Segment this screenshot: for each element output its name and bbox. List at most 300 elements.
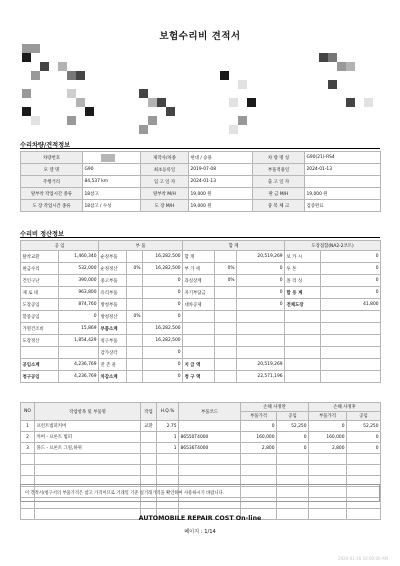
value-cell: [83, 164, 141, 176]
cost-value: 0: [177, 314, 181, 319]
redaction-pixel: [67, 116, 76, 125]
part-cell: [157, 454, 179, 465]
redaction-pixel: [67, 71, 76, 80]
cost-cell: [183, 335, 215, 347]
cost-label: 유리부품: [100, 290, 118, 296]
cost-cell: [127, 263, 143, 275]
field-value: 검증완료: [306, 203, 324, 209]
cost-cell: [237, 251, 285, 263]
label-cell: [253, 164, 305, 176]
redaction-pixel: [328, 53, 337, 62]
cost-cell: [21, 347, 59, 359]
part-field: 1: [26, 423, 29, 429]
cost-cell: [215, 311, 237, 323]
cost-cell: [59, 275, 99, 287]
cost-cell: [321, 299, 381, 311]
label-cell: [21, 152, 83, 164]
cost-label: 부 가 세: [184, 266, 201, 272]
redaction-pixel: [346, 98, 355, 107]
part-field: 1: [173, 434, 177, 440]
section-divider: [20, 148, 380, 149]
footer-brand: AUTOMOBILE REPAIR COST On-line: [138, 515, 262, 522]
cost-cell: [321, 275, 381, 287]
part-field: 160,000: [256, 434, 275, 440]
print-timestamp: 2024-01-16 10:00:00 AM: [338, 556, 388, 561]
cost-label: 청구공임: [22, 374, 40, 380]
cost-value: 0: [279, 302, 283, 307]
cost-cell: [127, 335, 143, 347]
part-cell: [347, 465, 381, 476]
redaction-pixel: [364, 98, 373, 107]
cost-cell: [215, 335, 237, 347]
part-field: 86536T4000: [180, 445, 209, 451]
cost-cell: [99, 335, 127, 347]
redaction-pixel: [22, 44, 31, 53]
part-field: 86550T4000: [180, 434, 209, 440]
cost-label: 대차공제: [184, 302, 202, 308]
part-cell: [347, 421, 381, 432]
cost-cell: [59, 359, 99, 371]
redaction-pixel: [76, 71, 85, 80]
cost-value: 0: [375, 254, 379, 259]
redaction-pixel: [247, 98, 256, 107]
cost-cell: [215, 287, 237, 299]
label-cell: [141, 164, 189, 176]
cost-value: 0%: [227, 278, 235, 283]
cost-cell: [21, 371, 59, 383]
cost-value: 0: [177, 350, 181, 355]
paint-header: 도장접합(NA2-2코트): [285, 241, 381, 251]
cost-cell: [143, 323, 183, 335]
cost-value: 0: [279, 290, 283, 295]
value-cell: [305, 176, 381, 188]
field-label: 주행거리: [43, 179, 60, 185]
cost-cell: [285, 299, 321, 311]
cost-cell: [127, 347, 143, 359]
cost-cell: [285, 323, 321, 335]
part-cell: [309, 443, 347, 454]
field-value: 2024-01-13: [306, 167, 333, 172]
cost-value: 0: [93, 314, 97, 319]
cost-cell: [99, 323, 127, 335]
cost-label: 탈착교환: [22, 254, 40, 260]
price-header: 부품가격: [309, 412, 347, 421]
redaction-pixel: [148, 98, 157, 107]
cost-cell: [237, 371, 285, 383]
redaction-pixel: [148, 116, 157, 125]
cost-cell: [321, 347, 381, 359]
cost-cell: [215, 251, 237, 263]
cost-table: [20, 240, 381, 383]
cost-label: 감가상각: [100, 350, 118, 356]
field-label: 도 장 M/H: [154, 203, 175, 209]
part-cell: [157, 443, 179, 454]
part-cell: [179, 421, 241, 432]
redaction-pixel: [31, 71, 40, 80]
cost-cell: [99, 347, 127, 359]
redacted-header-info: [22, 44, 378, 136]
cost-cell: [127, 251, 143, 263]
label-cell: [141, 188, 189, 200]
part-cell: [277, 443, 309, 454]
cost-value: 0: [279, 278, 283, 283]
field-value: 84,537 km: [84, 179, 109, 184]
part-cell: [241, 443, 277, 454]
parts-table: [20, 402, 381, 520]
cost-cell: [321, 287, 381, 299]
cost-label: 차감소계: [100, 374, 118, 380]
cost-cell: [59, 335, 99, 347]
cost-cell: [183, 371, 215, 383]
cost-value: 1,854,429: [74, 338, 97, 343]
part-cell: [141, 443, 157, 454]
part-field: 0: [271, 423, 275, 429]
field-value: G90(21)-RS4: [306, 155, 335, 160]
cost-cell: [99, 299, 127, 311]
cost-cell: [21, 251, 59, 263]
cost-value: 0: [375, 290, 379, 295]
part-cell: [241, 421, 277, 432]
cost-label: 지 급 액: [184, 362, 201, 368]
cost-value: 1,460,340: [74, 254, 97, 259]
part-field: 교환: [144, 424, 153, 429]
cost-cell: [59, 287, 99, 299]
part-cell: [21, 443, 35, 454]
cost-cell: [183, 275, 215, 287]
cost-cell: [285, 371, 321, 383]
cost-value: 0%: [133, 314, 141, 319]
redaction-pixel: [67, 89, 76, 98]
part-cell: [157, 432, 179, 443]
cost-cell: [183, 323, 215, 335]
field-label: 차량번호: [43, 155, 60, 161]
redaction-pixel: [58, 62, 67, 71]
part-cell: [141, 454, 157, 465]
cost-cell: [143, 263, 183, 275]
cost-cell: [183, 359, 215, 371]
field-label: 입 고 일 자: [153, 179, 176, 185]
cost-label: 중고부품: [100, 278, 118, 284]
cost-value: 4,236,769: [74, 362, 97, 367]
redaction-pixel: [76, 98, 85, 107]
cost-label: 자기부담금: [184, 290, 206, 296]
cost-cell: [143, 347, 183, 359]
cost-label: 보 카 시: [286, 254, 303, 260]
cost-cell: [285, 359, 321, 371]
cost-cell: [183, 251, 215, 263]
no-header: NO: [21, 403, 35, 421]
redaction-pixel: [319, 53, 328, 62]
redaction-pixel: [229, 125, 238, 134]
price-header: 부품가격: [241, 412, 277, 421]
cost-cell: [59, 347, 99, 359]
field-label: 모 델 명: [43, 167, 60, 173]
part-cell: [157, 465, 179, 476]
cost-cell: [143, 299, 183, 311]
cost-cell: [285, 347, 321, 359]
part-field: 0: [341, 423, 345, 429]
value-cell: [83, 188, 141, 200]
cost-cell: [59, 371, 99, 383]
part-cell: [179, 443, 241, 454]
cost-cell: [237, 311, 285, 323]
cost-cell: [143, 311, 183, 323]
cost-cell: [21, 287, 59, 299]
cost-cell: [59, 311, 99, 323]
cost-value: 0: [177, 278, 181, 283]
work-header: 작업: [141, 403, 157, 421]
field-value: 19,000 원: [306, 191, 328, 197]
cost-cell: [183, 287, 215, 299]
cost-cell: [215, 347, 237, 359]
cost-value: 20,519,269: [257, 362, 283, 367]
value-cell: [305, 188, 381, 200]
table-row: [21, 421, 381, 432]
cost-value: 0: [177, 290, 181, 295]
cost-cell: [99, 251, 127, 263]
cost-value: 0: [375, 278, 379, 283]
cost-value: 874,760: [78, 302, 97, 307]
redaction-pixel: [328, 80, 337, 89]
label-cell: [21, 176, 83, 188]
value-cell: [305, 200, 381, 212]
cost-cell: [237, 347, 285, 359]
label-cell: [253, 152, 305, 164]
cost-value: 0: [279, 266, 283, 271]
part-cell: [141, 421, 157, 432]
part-cell: [21, 432, 35, 443]
part-cell: [347, 443, 381, 454]
cost-label: 잔 존 물: [100, 362, 117, 368]
part-field: 52,250: [291, 423, 307, 429]
field-value: 19,000 원: [190, 203, 212, 209]
parts-header: 부 품: [99, 241, 183, 251]
document-title: 보험수리비 견적서: [159, 31, 241, 42]
cost-value: 0: [177, 362, 181, 367]
cost-cell: [321, 359, 381, 371]
cost-cell: [237, 263, 285, 275]
redaction-pixel: [85, 107, 94, 116]
field-label: 탈부착 M/H: [153, 191, 176, 197]
value-cell: [83, 176, 141, 188]
cost-section-title: 수리비 정산정보: [20, 231, 64, 238]
cost-value: 15,869: [81, 326, 97, 331]
field-label: 차 량 명 칭: [267, 155, 290, 161]
part-cell: [141, 465, 157, 476]
cost-cell: [321, 263, 381, 275]
label-cell: [141, 176, 189, 188]
cost-cell: [127, 311, 143, 323]
part-cell: [35, 465, 141, 476]
part-cell: [141, 432, 157, 443]
item-header: 작업항목 및 부품명: [35, 403, 141, 421]
field-value: 현대 / 승용: [190, 155, 212, 161]
part-cell: [309, 465, 347, 476]
redaction-pixel: [139, 89, 148, 98]
cost-cell: [143, 335, 183, 347]
cost-label: 투 톤: [286, 266, 297, 272]
cost-value: 0: [375, 266, 379, 271]
cost-cell: [215, 323, 237, 335]
cost-cell: [237, 323, 285, 335]
value-cell: [83, 200, 141, 212]
cost-cell: [285, 311, 321, 323]
field-label: 탈부착 작업시간 종류: [31, 191, 72, 197]
label-cell: [21, 164, 83, 176]
part-cell: [347, 454, 381, 465]
part-cell: [21, 421, 35, 432]
cost-label: 도장정산: [22, 338, 40, 344]
part-cell: [241, 454, 277, 465]
cost-cell: [21, 335, 59, 347]
cost-cell: [21, 323, 59, 335]
cost-value: 0%: [133, 266, 141, 271]
cost-label: 합 동 계: [286, 290, 303, 296]
part-field: 0: [375, 445, 379, 451]
cost-cell: [237, 359, 285, 371]
labor-header: 공임: [277, 412, 309, 421]
cost-cell: [321, 335, 381, 347]
part-cell: [309, 432, 347, 443]
cost-cell: [237, 287, 285, 299]
value-cell: [189, 188, 253, 200]
field-label: 출 고 일 자: [267, 179, 290, 185]
value-cell: [189, 152, 253, 164]
field-value: 2024-01-13: [190, 179, 217, 184]
part-cell: [277, 454, 309, 465]
part-field: 3: [26, 445, 29, 451]
cost-cell: [99, 359, 127, 371]
cost-label: 순정정산: [100, 266, 118, 272]
part-field: 프런트범퍼커버: [36, 424, 67, 429]
part-field: 커버 - 프론트 범퍼: [36, 435, 72, 440]
part-field: 160,000: [326, 434, 345, 440]
cost-cell: [127, 359, 143, 371]
part-field: 몰드 - 프론트 그릴,하위: [36, 446, 82, 451]
cost-cell: [99, 263, 127, 275]
cost-cell: [321, 371, 381, 383]
cost-cell: [183, 347, 215, 359]
field-value: 18참고: [84, 191, 99, 197]
redaction-pixel: [31, 116, 40, 125]
cost-label: 공임소계: [22, 362, 40, 368]
cost-value: 16,282,500: [155, 326, 181, 331]
redaction-pixel: [157, 98, 166, 107]
vehicle-info-table: [20, 151, 381, 212]
cost-value: 963,800: [78, 290, 97, 295]
field-label: 판 금 M/H: [268, 191, 289, 197]
field-label: 최초등록일: [153, 167, 176, 173]
cost-cell: [143, 371, 183, 383]
value-cell: [305, 164, 381, 176]
part-field: 52,250: [363, 423, 379, 429]
cost-label: 제 로 네: [22, 290, 39, 296]
part-cell: [157, 421, 179, 432]
part-cell: [179, 432, 241, 443]
cost-cell: [21, 263, 59, 275]
cost-value: 20,519,269: [257, 254, 283, 259]
redaction-pixel: [238, 80, 247, 89]
part-field: 1: [173, 445, 177, 451]
label-cell: [253, 176, 305, 188]
cost-label: 과실상계: [184, 278, 202, 284]
part-cell: [179, 454, 241, 465]
label-cell: [141, 152, 189, 164]
cost-cell: [127, 323, 143, 335]
price-notice: 이 견적서/청구서의 부품가격은 참고 가격이므로 거래일 기준 실거래가격을 확인하여 사용하시기 바랍니다.: [20, 484, 380, 502]
table-row: [21, 443, 381, 454]
cost-cell: [127, 287, 143, 299]
cost-cell: [21, 311, 59, 323]
total-header: 합 계: [183, 241, 285, 251]
field-label: 도 장 작업시간 종류: [32, 203, 71, 209]
cost-cell: [215, 299, 237, 311]
empty-row: [21, 454, 381, 465]
part-cell: [309, 421, 347, 432]
code-header: 부품코드: [179, 403, 241, 421]
part-cell: [241, 432, 277, 443]
label-cell: [253, 188, 305, 200]
cost-cell: [99, 311, 127, 323]
cost-label: 가열건조비: [22, 326, 44, 332]
field-value: 19,000 원: [190, 191, 212, 197]
cost-value: 4,236,769: [74, 374, 97, 379]
cost-cell: [99, 371, 127, 383]
cost-cell: [143, 251, 183, 263]
vehicle-section-title: 수리차량/견적정보: [20, 142, 71, 149]
pre-assessment-header: 손해 사정란: [241, 403, 309, 412]
redaction-pixel: [220, 71, 229, 80]
part-cell: [21, 465, 35, 476]
part-field: 0: [375, 434, 379, 440]
redacted-plate: [101, 154, 115, 162]
cost-cell: [59, 323, 99, 335]
cost-value: 532,000: [78, 266, 97, 271]
redaction-pixel: [229, 98, 238, 107]
redaction-pixel: [31, 44, 40, 53]
field-value: 18참고 / 수성: [84, 203, 112, 209]
cost-cell: [183, 299, 215, 311]
label-cell: [21, 200, 83, 212]
label-cell: [21, 188, 83, 200]
part-cell: [35, 432, 141, 443]
cost-cell: [143, 359, 183, 371]
redaction-pixel: [166, 107, 175, 116]
field-label: 제작사/차종: [153, 155, 176, 161]
part-field: 2,800: [331, 445, 345, 451]
redaction-pixel: [22, 89, 31, 98]
cost-cell: [285, 275, 321, 287]
cost-cell: [59, 299, 99, 311]
cost-label: 청구부품: [100, 338, 118, 344]
cost-cell: [215, 371, 237, 383]
value-cell: [189, 176, 253, 188]
cost-cell: [215, 275, 237, 287]
cost-cell: [21, 275, 59, 287]
cost-label: 부품소계: [100, 326, 118, 332]
redaction-pixel: [22, 107, 31, 116]
value-cell: [189, 164, 253, 176]
value-cell: [189, 200, 253, 212]
cost-label: 순정부품: [100, 254, 118, 260]
cost-cell: [183, 311, 215, 323]
cost-value: 22,571,196: [257, 374, 283, 379]
part-cell: [35, 421, 141, 432]
cost-cell: [21, 359, 59, 371]
cost-label: 도장공임: [22, 302, 40, 308]
labor-header: 공 임: [21, 241, 99, 251]
cost-cell: [285, 287, 321, 299]
